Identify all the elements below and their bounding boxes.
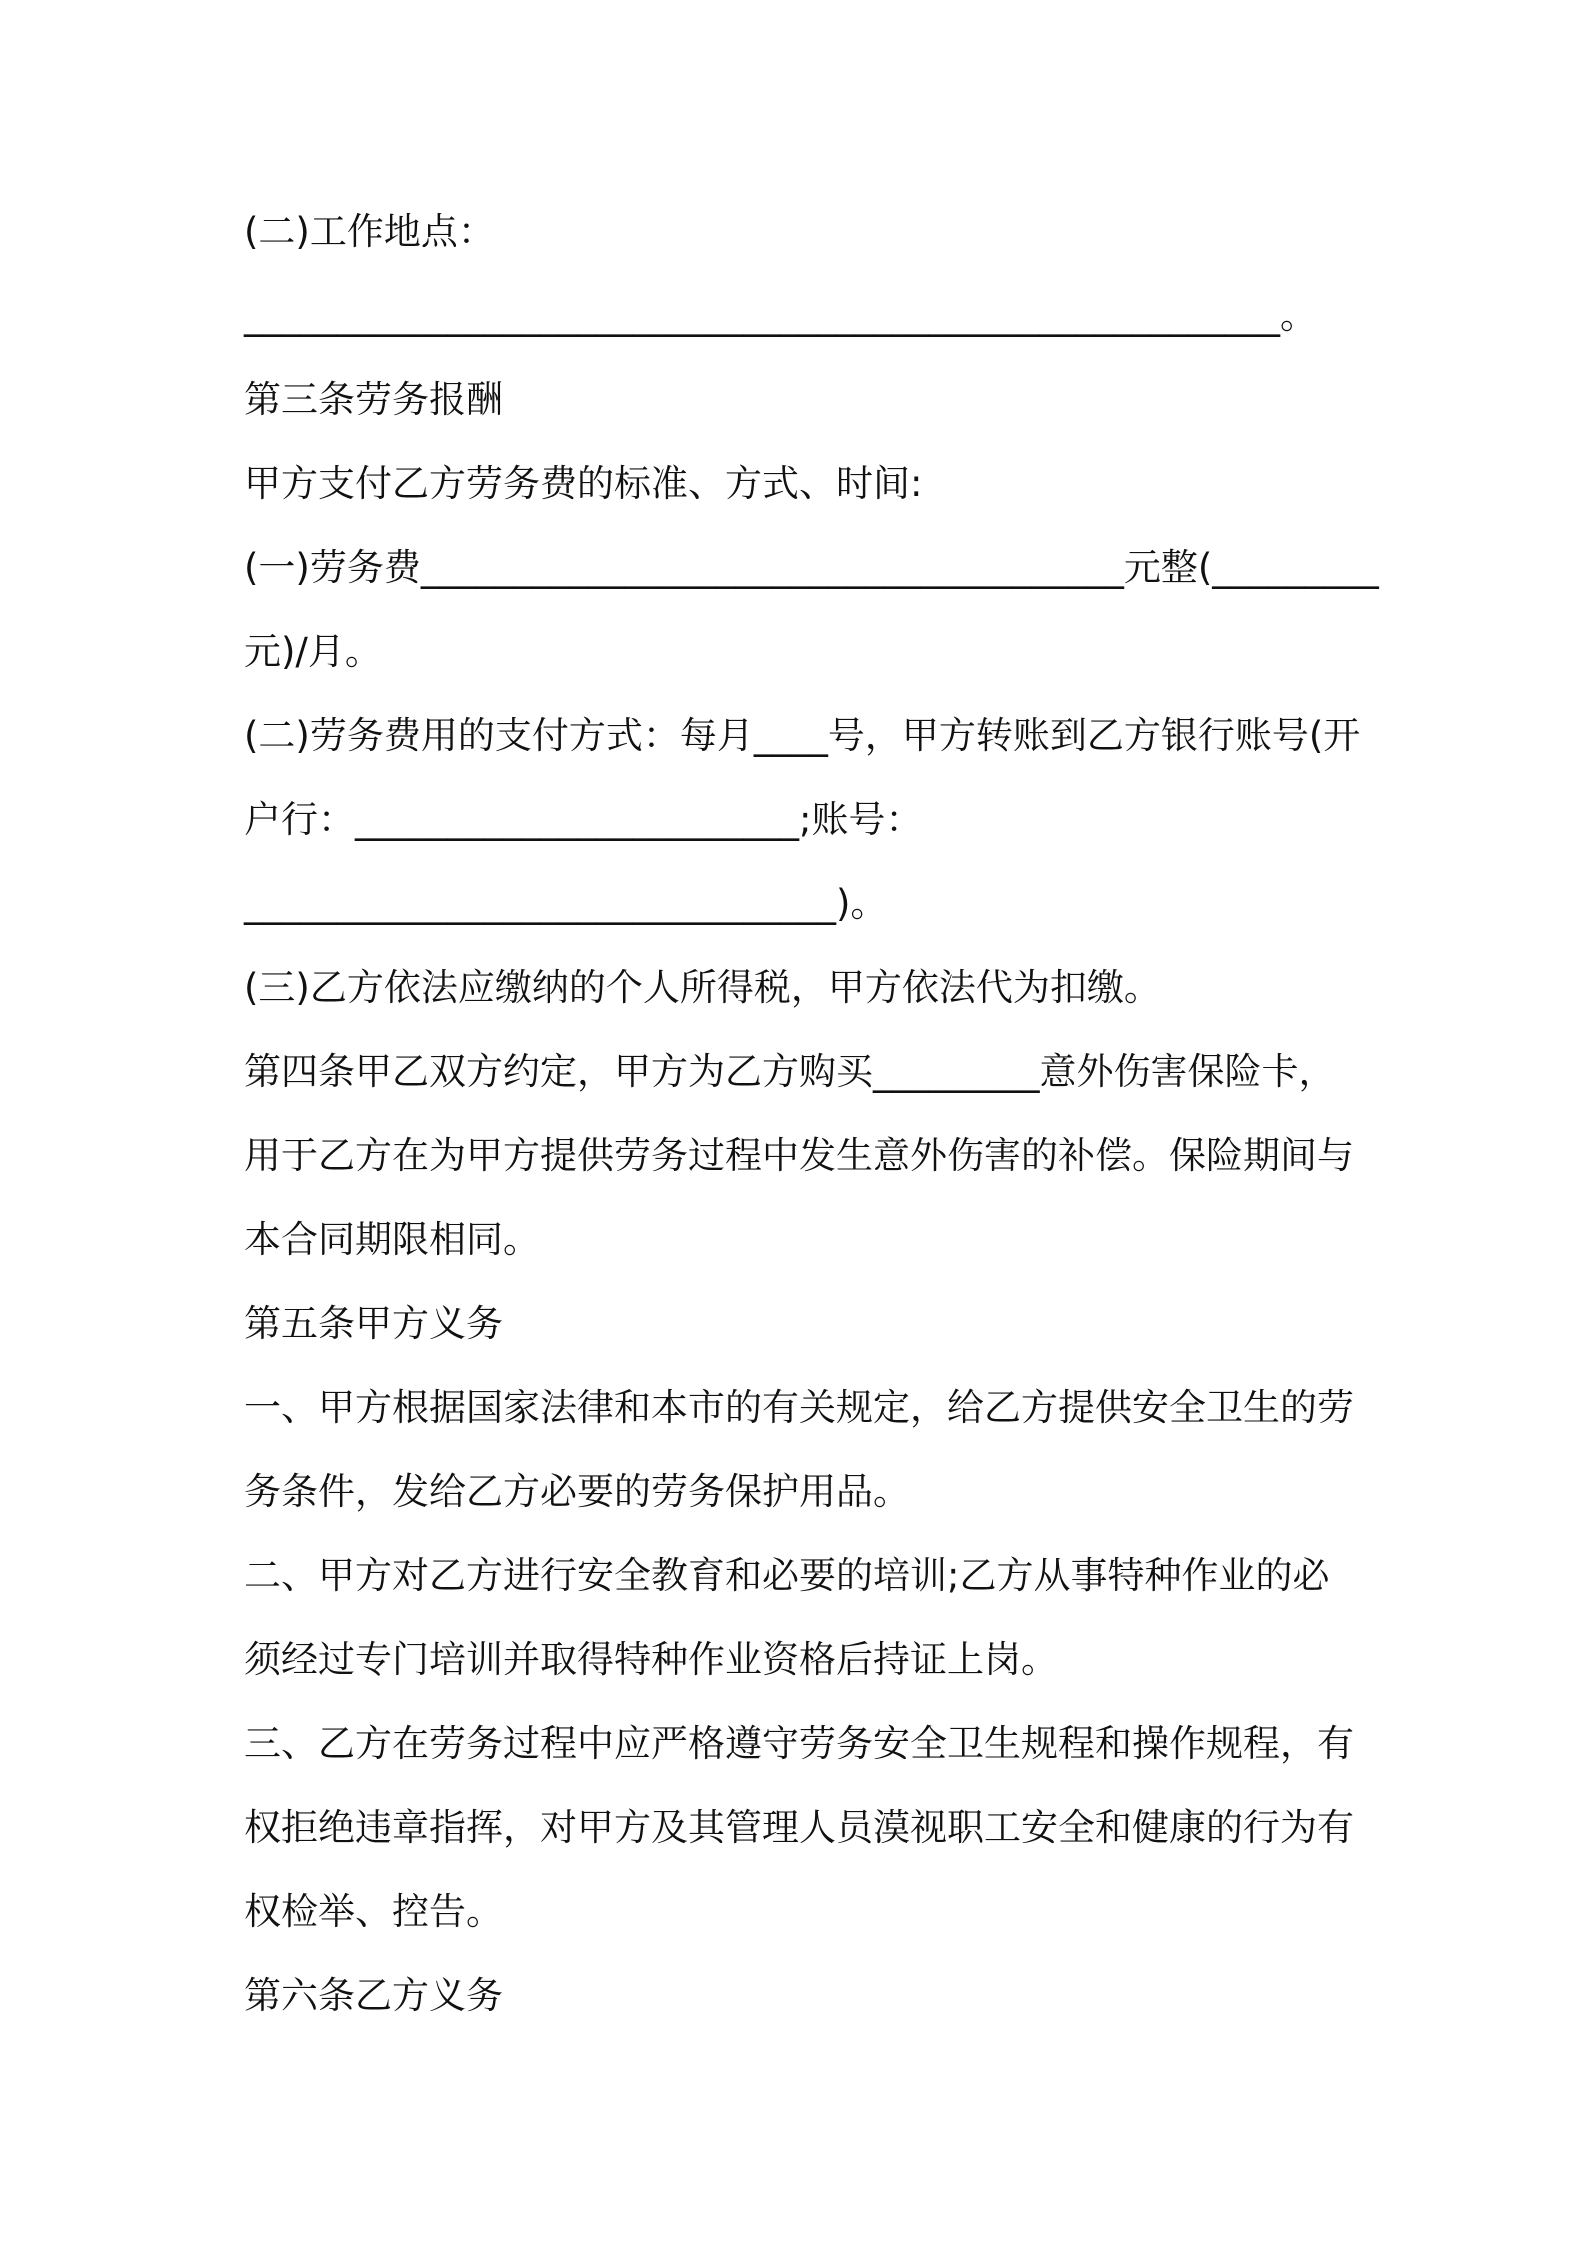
paragraph-line: (三)乙方依法应缴纳的个人所得税，甲方依法代为扣缴。 (244, 966, 1161, 1009)
paragraph-line: 户行：________________________;账号： (244, 798, 923, 841)
paragraph-line: 甲方支付乙方劳务费的标准、方式、时间: (244, 462, 923, 505)
article-6-heading: 第六条乙方义务 (244, 1974, 503, 2017)
paragraph-line: ________________________________)。 (244, 882, 888, 925)
paragraph-line: 权拒绝违章指挥，对甲方及其管理人员漠视职工安全和健康的行为有 (244, 1806, 1354, 1849)
paragraph-line: (二)劳务费用的支付方式：每月____号，甲方转账到乙方银行账号(开 (244, 714, 1361, 757)
paragraph-line: 本合同期限相同。 (244, 1218, 540, 1261)
paragraph-line: 务条件，发给乙方必要的劳务保护用品。 (244, 1470, 910, 1513)
paragraph-line: 三、乙方在劳务过程中应严格遵守劳务安全卫生规程和操作规程，有 (244, 1722, 1354, 1765)
paragraph-line: 二、甲方对乙方进行安全教育和必要的培训;乙方从事特种作业的必 (244, 1554, 1330, 1597)
paragraph-line: 用于乙方在为甲方提供劳务过程中发生意外伤害的补偿。保险期间与 (244, 1134, 1354, 1177)
work-location-heading: (二)工作地点： (244, 210, 495, 253)
paragraph-line: 权检举、控告。 (244, 1890, 503, 1933)
article-3-heading: 第三条劳务报酬 (244, 378, 503, 421)
article-4-line: 第四条甲乙双方约定，甲方为乙方购买_________意外伤害保险卡， (244, 1050, 1336, 1093)
document-page (244, 190, 1379, 2038)
work-location-blank: ________________________________________________________。 (244, 294, 1317, 337)
paragraph-line: 一、甲方根据国家法律和本市的有关规定，给乙方提供安全卫生的劳 (244, 1386, 1354, 1429)
paragraph-line: 须经过专门培训并取得特种作业资格后持证上岗。 (244, 1638, 1058, 1681)
paragraph-line: 元)/月。 (244, 630, 382, 673)
article-5-heading: 第五条甲方义务 (244, 1302, 503, 1345)
paragraph-line: (一)劳务费______________________________________元整(_________ (244, 546, 1379, 589)
